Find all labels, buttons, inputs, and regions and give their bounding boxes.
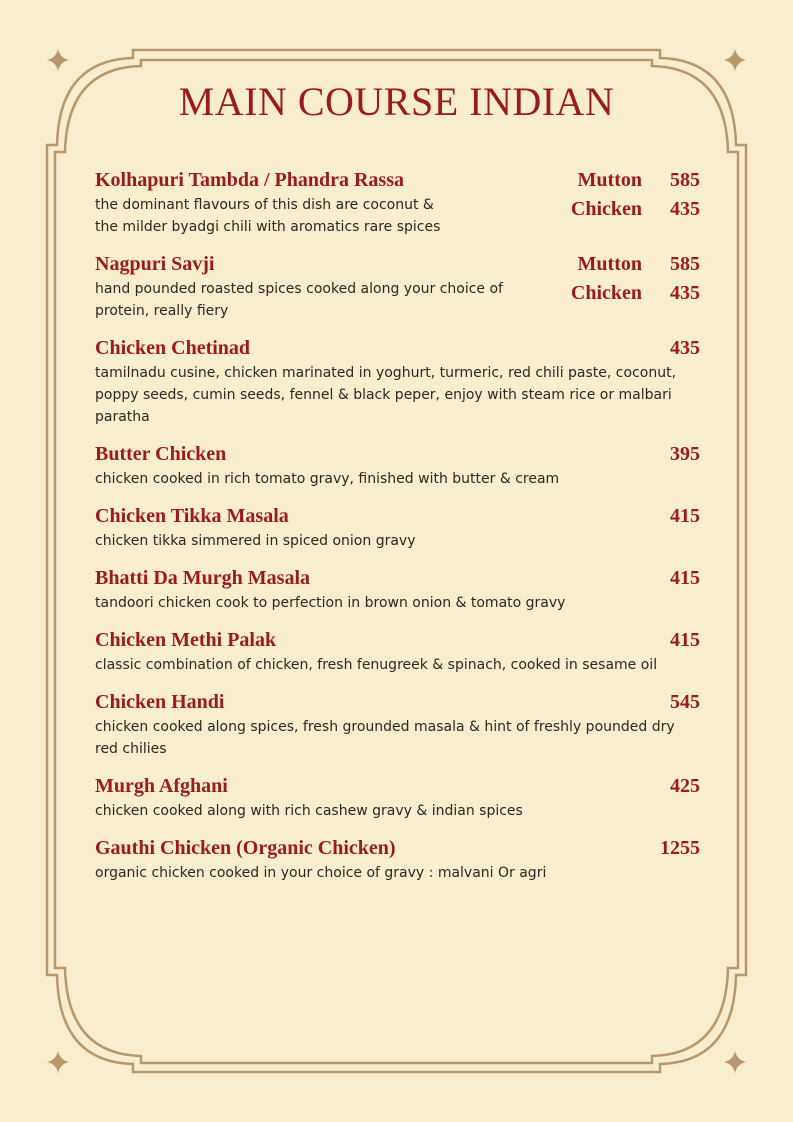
- price-option: [571, 166, 700, 195]
- dish-description: tandoori chicken cook to perfection in brown onion & tomato gravy: [95, 595, 566, 611]
- menu-item: [95, 166, 700, 238]
- dish-name: Murgh Afghani: [95, 775, 228, 797]
- menu-item: [95, 564, 700, 614]
- dish-price: 415: [670, 629, 700, 651]
- option-price: 585: [670, 253, 700, 275]
- menu-item: [95, 626, 700, 676]
- dish-name: Chicken Handi: [95, 691, 225, 713]
- dish-description: tamilnadu cusine, chicken marinated in yoghurt, turmeric, red chili paste, coconut, poppy seeds, cumin seeds, fennel & black peper, enjoy with steam rice or malbari paratha: [95, 365, 677, 425]
- sparkle-icon: [724, 49, 746, 71]
- dish-name: Chicken Tikka Masala: [95, 505, 289, 527]
- dish-description: protein, really fiery: [95, 303, 229, 319]
- dish-price: 1255: [660, 837, 700, 859]
- dish-name: Kolhapuri Tambda / Phandra Rassa: [95, 169, 404, 191]
- sparkle-icon: [47, 1051, 69, 1073]
- price-option: [571, 279, 700, 308]
- price-options: [571, 250, 700, 308]
- dish-description: the dominant flavours of this dish are coconut &: [95, 197, 434, 213]
- dish-description: chicken cooked in rich tomato gravy, finished with butter & cream: [95, 471, 560, 487]
- option-price: 435: [670, 198, 700, 220]
- dish-price: 425: [670, 775, 700, 797]
- menu-item: [95, 502, 700, 552]
- menu-item: [95, 688, 700, 760]
- menu-item: [95, 440, 700, 490]
- menu-items: [95, 166, 700, 896]
- dish-price: 435: [670, 337, 700, 359]
- dish-name: Butter Chicken: [95, 443, 227, 465]
- menu-item: [95, 772, 700, 822]
- price-option: [571, 250, 700, 279]
- dish-name: Gauthi Chicken (Organic Chicken): [95, 837, 396, 859]
- menu-item: [95, 250, 700, 322]
- option-label: Chicken: [570, 198, 642, 220]
- dish-name: Chicken Methi Palak: [95, 629, 277, 651]
- dish-description: the milder byadgi chili with aromatics rare spices: [95, 219, 441, 235]
- dish-price: 415: [670, 567, 700, 589]
- dish-price: 395: [670, 443, 700, 465]
- option-price: 435: [670, 282, 700, 304]
- dish-description: classic combination of chicken, fresh fenugreek & spinach, cooked in sesame oil: [95, 657, 658, 673]
- dish-description: chicken cooked along with rich cashew gravy & indian spices: [95, 803, 523, 819]
- dish-description: chicken tikka simmered in spiced onion gravy: [95, 533, 416, 549]
- option-label: Mutton: [577, 169, 642, 191]
- option-label: Chicken: [570, 282, 642, 304]
- option-price: 585: [670, 169, 700, 191]
- dish-description: chicken cooked along spices, fresh grounded masala & hint of freshly pounded dry red chilies: [95, 719, 675, 757]
- page-title: MAIN COURSE INDIAN: [178, 79, 615, 124]
- dish-description: organic chicken cooked in your choice of gravy : malvani Or agri: [95, 865, 547, 881]
- menu-item: [95, 334, 700, 428]
- dish-name: Nagpuri Savji: [95, 253, 215, 275]
- dish-price: 415: [670, 505, 700, 527]
- sparkle-icon: [47, 49, 69, 71]
- dish-name: Chicken Chetinad: [95, 337, 251, 359]
- sparkle-icon: [724, 1051, 746, 1073]
- dish-price: 545: [670, 691, 700, 713]
- dish-description: hand pounded roasted spices cooked along your choice of: [95, 281, 503, 297]
- dish-name: Bhatti Da Murgh Masala: [95, 567, 310, 589]
- price-option: [571, 195, 700, 224]
- option-label: Mutton: [577, 253, 642, 275]
- price-options: [571, 166, 700, 224]
- menu-item: [95, 834, 700, 884]
